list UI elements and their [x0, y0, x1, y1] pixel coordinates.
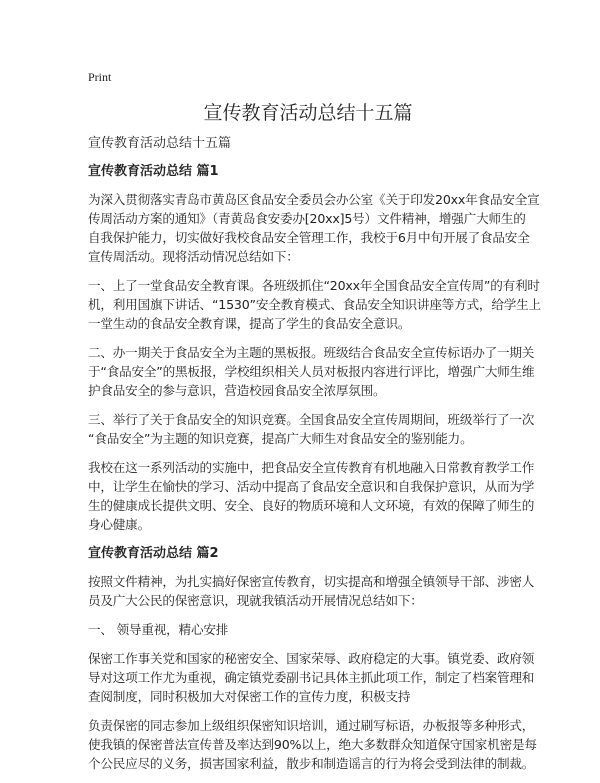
paragraph-line: 按照文件精神，为扎实搞好保密宣传教育，切实提高和增强全镇领导干部、涉密人	[88, 574, 535, 589]
document-subtitle: 宣传教育活动总结十五篇	[88, 136, 232, 151]
paragraph-line: 员及广大公民的保密意识，现就我镇活动开展情况总结如下：	[88, 593, 423, 608]
document-page	[88, 70, 541, 783]
paragraph-line: 查阅制度，同时积极加大对保密工作的宣传力度，积极支持	[88, 689, 411, 704]
paragraph-line: 自我保护能力，切实做好我校食品安全管理工作，我校于6月中旬开展了食品安全	[88, 230, 530, 245]
paragraph-line: 个公民应尽的义务，损害国家利益，散步和制造谣言的行为将会受到法律的制裁。	[88, 756, 535, 771]
paragraph-line: 生的健康成长提供文明、安全、良好的物质环境和人文环境，有效的保障了师生的	[88, 498, 535, 513]
paragraph	[88, 572, 535, 610]
paragraph-line: 使我镇的保密普法宣传普及率达到90%以上，绝大多数群众知道保守国家机密是每	[88, 737, 537, 752]
paragraph	[88, 276, 541, 333]
paragraph-line: 于“食品安全”的黑板报，学校组织相关人员对板报内容进行评比，增强广大师生维	[88, 364, 535, 379]
paragraph	[88, 649, 535, 706]
paragraph-line: 传周活动方案的通知》（青黄岛食安委办[20xx]5号）文件精神，增强广大师生的	[88, 211, 526, 226]
section-heading: 宣传教育活动总结 篇2	[88, 546, 219, 561]
paragraph-line: 负责保密的同志参加上级组织保密知识培训，通过刷写标语，办板报等多种形式，	[88, 718, 535, 733]
paragraph-line: 一堂生动的食品安全教育课，提高了学生的食品安全意识。	[88, 316, 411, 331]
paragraph-line: 一、上了一堂食品安全教育课。各班级抓住“20xx年全国食品安全宣传周”的有利时	[88, 278, 540, 293]
paragraph-line: 宣传周活动。现将活动情况总结如下：	[88, 249, 299, 264]
paragraph	[88, 620, 528, 639]
paragraph-line: 二、办一期关于食品安全为主题的黑板报。班级结合食品安全宣传标语办了一期关	[88, 345, 535, 360]
paragraph-line: “食品安全”为主题的知识竞赛，提高广大师生对食品安全的鉴别能力。	[88, 431, 473, 446]
paragraph-line: 机，利用国旗下讲话、“1530”安全教育模式、食品安全知识讲座等方式，给学生上	[88, 297, 541, 312]
paragraph	[88, 343, 535, 400]
paragraph-line: 身心健康。	[88, 517, 150, 532]
paragraph-line: 护食品安全的参与意识，营造校园食品安全浓厚氛围。	[88, 383, 386, 398]
document-title: 宣传教育活动总结十五篇	[203, 102, 413, 124]
paragraph	[88, 410, 535, 448]
paragraph	[88, 716, 537, 773]
paragraph	[88, 190, 540, 266]
paragraph-line: 我校在这一系列活动的实施中，把食品安全宣传教育有机地融入日常教育教学工作	[88, 460, 535, 475]
paragraph-line: 一、 领导重视，精心安排	[88, 622, 229, 637]
paragraph-line: 三、举行了关于食品安全的知识竞赛。全国食品安全宣传周期间，班级举行了一次	[88, 412, 535, 427]
paragraph	[88, 458, 535, 534]
document-body	[88, 162, 541, 773]
print-link[interactable]: Print	[88, 70, 112, 84]
section-heading: 宣传教育活动总结 篇1	[88, 164, 219, 179]
paragraph-line: 保密工作事关党和国家的秘密安全、国家荣辱、政府稳定的大事。镇党委、政府领	[88, 651, 535, 666]
paragraph-line: 导对这项工作尤为重视，确定镇党委副书记具体主抓此项工作，制定了档案管理和	[88, 670, 535, 685]
paragraph-line: 中，让学生在愉快的学习、活动中提高了食品安全意识和自我保护意识，从而为学	[88, 479, 535, 494]
paragraph-line: 为深入贯彻落实青岛市黄岛区食品安全委员会办公室《关于印发20xx年食品安全宣	[88, 192, 540, 207]
